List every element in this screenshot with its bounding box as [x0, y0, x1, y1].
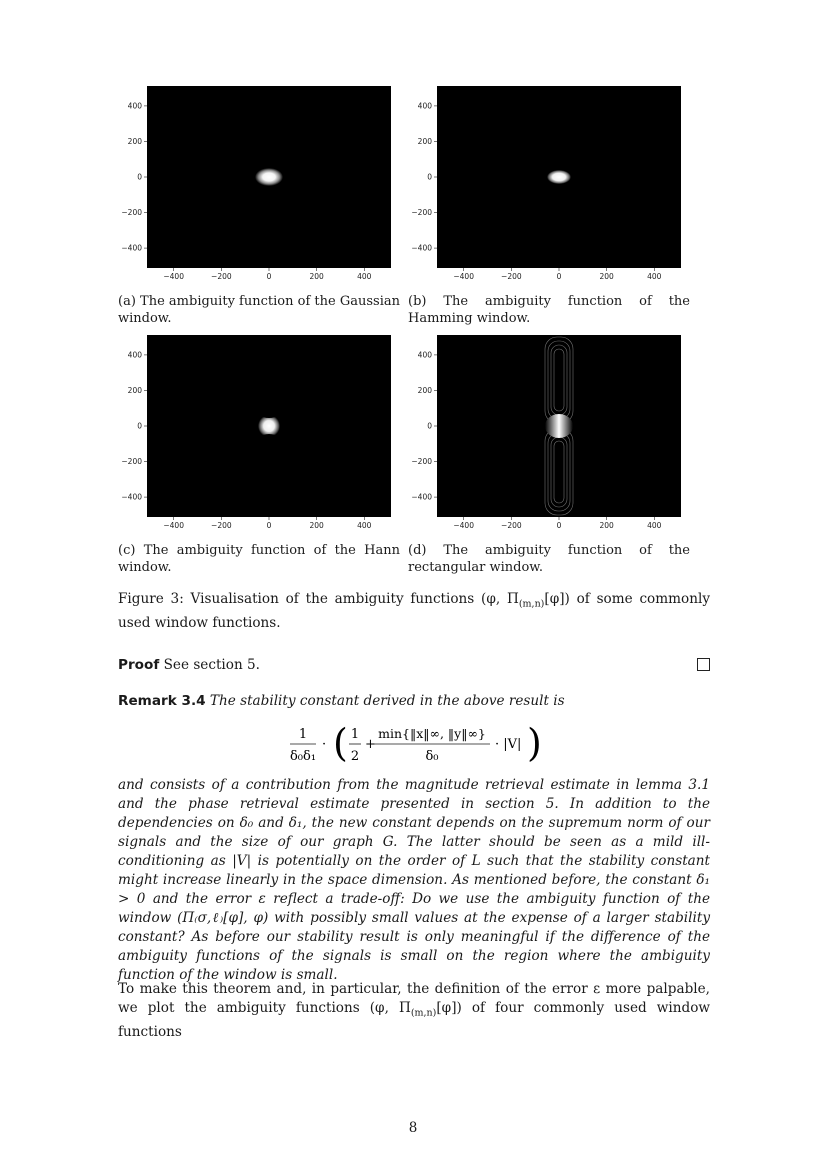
- plot-hann-svg: [118, 335, 398, 530]
- x-tick-label: −200: [211, 272, 232, 281]
- y-tick-label: 200: [127, 137, 142, 147]
- plot-gaussian-svg: [118, 86, 398, 281]
- closing-suffix: [φ]) of four commonly used window functions: [118, 1000, 711, 1040]
- x-tick-label: 200: [309, 521, 324, 530]
- formula-tail: · |V|: [495, 737, 522, 752]
- closing-paragraph: [118, 980, 710, 1042]
- x-tick-label: −400: [453, 272, 474, 281]
- x-tick-label: 200: [599, 521, 614, 530]
- y-tick-label: 400: [127, 350, 142, 360]
- figure-caption-sub: (m,n): [518, 598, 545, 610]
- caption-d: (d) The ambiguity function of the rectangular window.: [408, 543, 690, 575]
- y-tick-label: 0: [427, 421, 432, 431]
- y-tick-label: −200: [121, 208, 142, 218]
- x-tick-label: −200: [211, 521, 232, 530]
- y-tick-label: 200: [127, 386, 142, 396]
- frac1-den: δ₀δ₁: [289, 749, 317, 764]
- ambiguity-peak: [258, 415, 280, 437]
- x-tick-label: 0: [266, 272, 272, 281]
- right-paren: ): [527, 721, 542, 765]
- plot-rectangular-svg: [408, 335, 688, 530]
- x-tick-label: −200: [501, 521, 522, 530]
- y-tick-label: 0: [137, 172, 142, 182]
- y-tick-label: 400: [417, 350, 432, 360]
- y-tick-label: 0: [137, 421, 142, 431]
- y-tick-label: −200: [121, 457, 142, 467]
- x-tick-label: 200: [599, 272, 614, 281]
- caption-b: (b) The ambiguity function of the Hamming window.: [408, 294, 690, 326]
- x-tick-label: −400: [163, 272, 184, 281]
- x-tick-label: −400: [453, 521, 474, 530]
- plot-rectangular: [408, 335, 688, 530]
- proof-text: See section 5.: [163, 657, 260, 673]
- page-number: 8: [408, 1120, 418, 1136]
- x-tick-label: 400: [647, 272, 662, 281]
- y-tick-label: −200: [411, 208, 432, 218]
- figure-caption-prefix: Figure 3: Visualisation of the ambiguity functions (φ, Π: [118, 591, 519, 607]
- y-tick-label: −400: [121, 243, 142, 253]
- x-tick-label: 400: [647, 521, 662, 530]
- formula-plus: +: [365, 737, 376, 752]
- frac1-num: 1: [298, 727, 308, 742]
- plot-hamming-svg: [408, 86, 688, 281]
- formula-svg: [118, 718, 710, 772]
- caption-c: (c) The ambiguity function of the Hann window.: [118, 543, 400, 575]
- x-tick-label: 0: [556, 521, 562, 530]
- remark-intro-text: The stability constant derived in the above result is: [209, 693, 565, 709]
- frac2-den: δ₀: [425, 749, 439, 764]
- figure-caption: [118, 590, 710, 633]
- y-tick-label: −400: [411, 243, 432, 253]
- stability-formula: [118, 718, 710, 772]
- frac2-num: min{‖x‖∞, ‖y‖∞}: [378, 726, 486, 741]
- x-tick-label: 400: [357, 272, 372, 281]
- y-tick-label: −400: [411, 492, 432, 502]
- y-tick-label: 200: [417, 386, 432, 396]
- ambiguity-peak: [545, 414, 573, 438]
- closing-prefix: To make this theorem and, in particular, the definition of the error ε more palpable, we plot the ambiguity functions (φ, Π: [118, 981, 710, 1016]
- x-tick-label: −400: [163, 521, 184, 530]
- ambiguity-peak: [255, 168, 283, 186]
- x-tick-label: −200: [501, 272, 522, 281]
- half-den: 2: [350, 749, 360, 764]
- left-paren: (: [333, 721, 348, 765]
- plot-hamming: [408, 86, 688, 281]
- x-tick-label: 0: [556, 272, 562, 281]
- remark-body: and consists of a contribution from the magnitude retrieval estimate in lemma 3.1 and the phase retrieval estimate presented in section 5. In addition to the dependencies on δ₀ and δ₁, the new constant depends on the supremum norm of our signals and the size of our graph G. The latter should be seen as a mild ill-conditioning as |V| is potentially on the order of L such that the stability constant might increase linearly in the space dimension. As mentioned before, the constant δ₁ > 0 and the error ε reflect a trade-off: Do we use the ambiguity function of the window (Π₍σ,ℓ₎[φ], φ) with possibly small values at the expense of a larger stability constant? As before our stability result is only meaningful if the difference of the ambiguity functions of the signals is small on the region where the ambiguity function of the window is small.: [118, 777, 710, 983]
- y-tick-label: −400: [121, 492, 142, 502]
- figure-caption-suffix: [φ]) of some commonly used window functions.: [118, 591, 710, 631]
- y-tick-label: 400: [417, 101, 432, 111]
- proof-label: Proof: [118, 657, 160, 673]
- qed-box: [697, 658, 710, 671]
- y-tick-label: 0: [427, 172, 432, 182]
- x-tick-label: 200: [309, 272, 324, 281]
- y-tick-label: 400: [127, 101, 142, 111]
- remark-intro: [118, 692, 710, 711]
- x-tick-label: 0: [266, 521, 272, 530]
- formula-dot: ·: [322, 737, 327, 752]
- y-tick-label: −200: [411, 457, 432, 467]
- closing-sub: (m,n): [410, 1007, 437, 1019]
- proof-line: [118, 656, 710, 675]
- x-tick-label: 400: [357, 521, 372, 530]
- plot-gaussian: [118, 86, 398, 281]
- ambiguity-peak: [547, 170, 571, 184]
- plot-hann: [118, 335, 398, 530]
- caption-a: (a) The ambiguity function of the Gaussian window.: [118, 294, 400, 326]
- half-num: 1: [350, 727, 360, 742]
- y-tick-label: 200: [417, 137, 432, 147]
- remark-label: Remark 3.4: [118, 693, 206, 709]
